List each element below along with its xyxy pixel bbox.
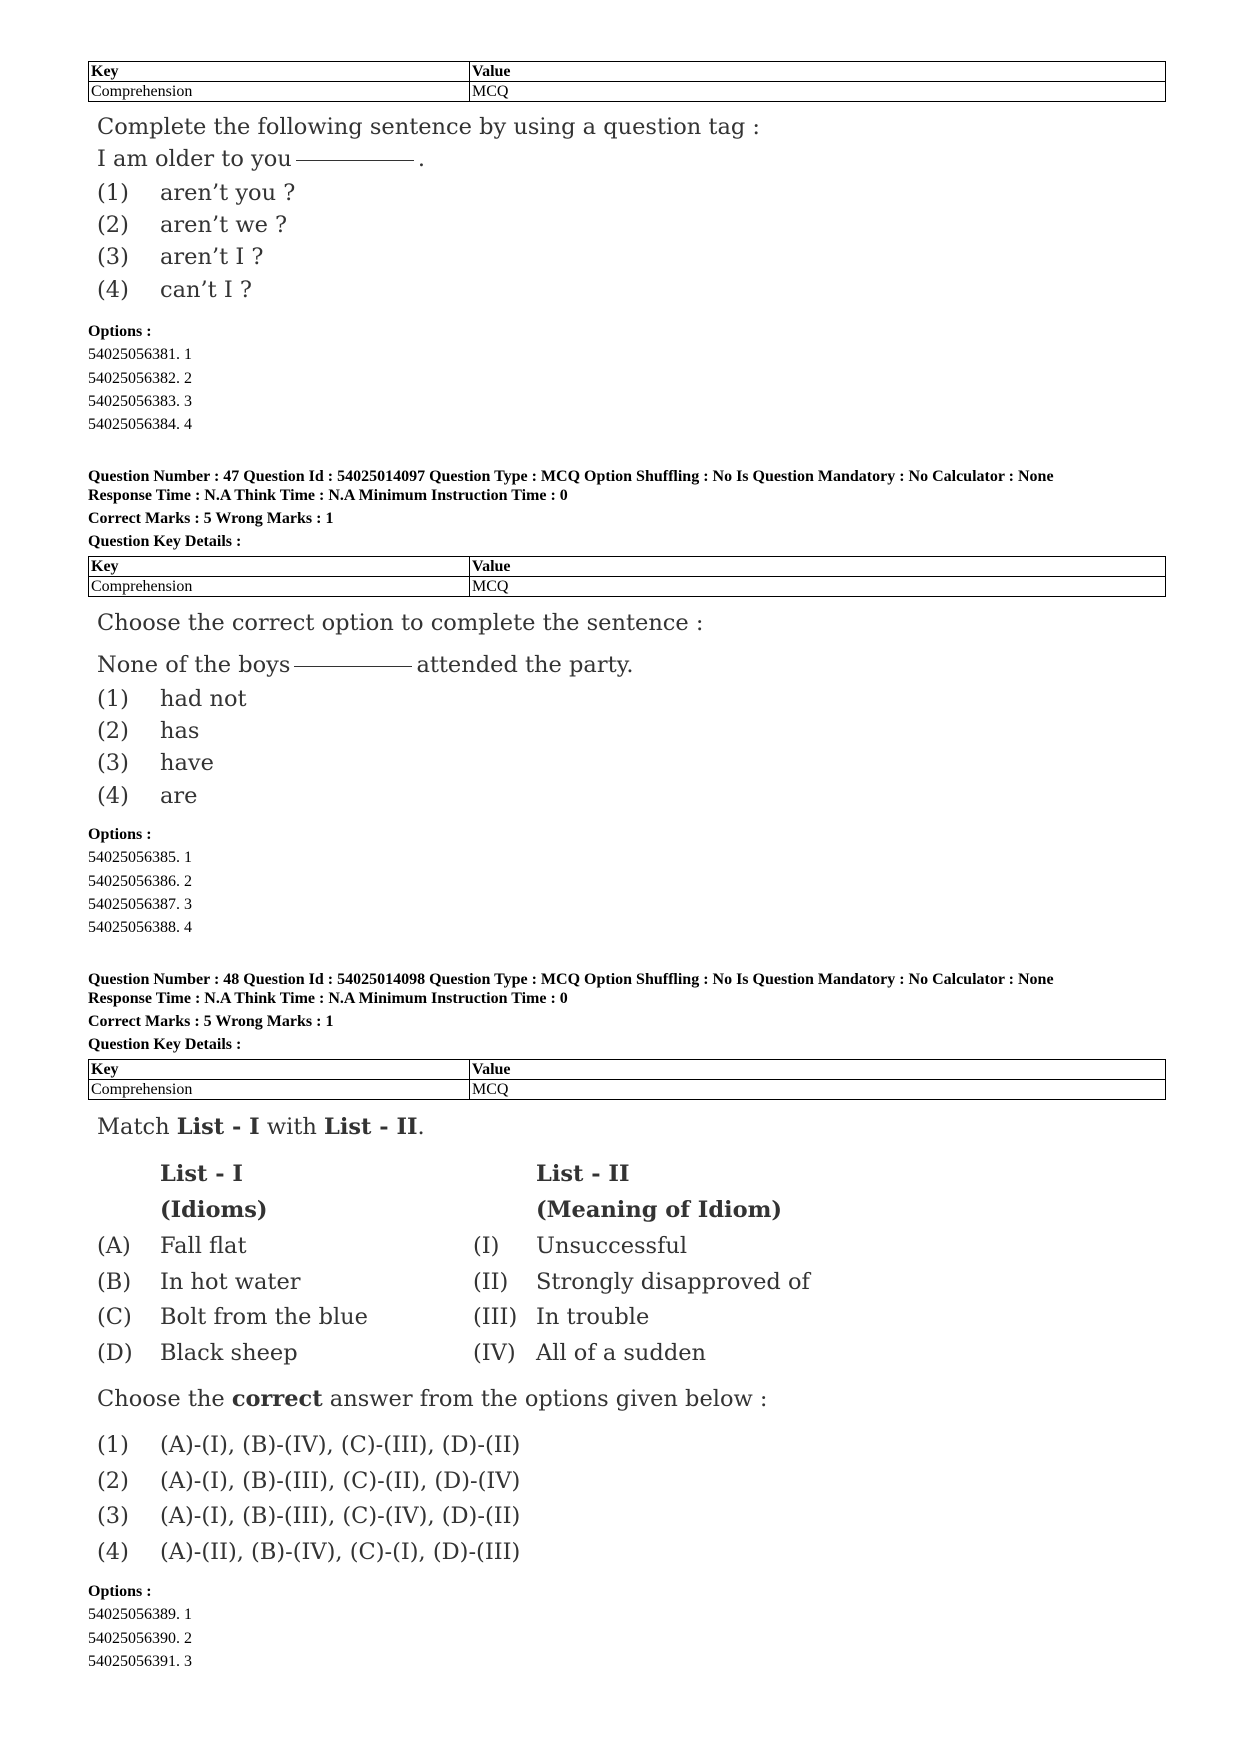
stem-list-one: List - I (176, 1114, 260, 1140)
options-label: Options : (88, 1583, 152, 1600)
key-header: Key (89, 1060, 470, 1080)
choice-number: (3) (97, 1503, 129, 1529)
question-marks: Correct Marks : 5 Wrong Marks : 1 (88, 510, 334, 527)
options-list (88, 823, 192, 939)
stem-list-two: List - II (324, 1114, 418, 1140)
choice-number: (4) (97, 277, 129, 303)
value-cell: MCQ (470, 1080, 1166, 1100)
sentence-after: attended the party. (416, 652, 634, 678)
match-row-numeral: (I) (473, 1233, 500, 1259)
stem-text: Match (97, 1114, 177, 1140)
match-row-idiom: Fall flat (160, 1233, 247, 1259)
sentence-after: . (417, 146, 425, 172)
question-stem: Complete the following sentence by using a question tag : (97, 114, 760, 140)
choice-text: (A)-(II), (B)-(IV), (C)-(I), (D)-(III) (160, 1539, 521, 1565)
choice-text: aren’t you ? (160, 180, 296, 206)
option-id: 54025056386. 2 (88, 872, 192, 890)
question-stem: Choose the correct option to complete the sentence : (97, 610, 704, 636)
options-label: Options : (88, 826, 152, 843)
match-row-meaning: Unsuccessful (536, 1233, 688, 1259)
match-row-meaning: In trouble (536, 1304, 650, 1330)
choice-text: had not (160, 686, 247, 712)
question-key-details-label: Question Key Details : (88, 1036, 242, 1053)
choice-text: (A)-(I), (B)-(III), (C)-(II), (D)-(IV) (160, 1468, 521, 1494)
option-id: 54025056383. 3 (88, 392, 192, 410)
answer-blank (294, 665, 412, 667)
question-stem (97, 1114, 425, 1140)
choice-number: (2) (97, 718, 129, 744)
choice-number: (3) (97, 244, 129, 270)
key-header: Key (89, 62, 470, 82)
choice-text: aren’t I ? (160, 244, 264, 270)
choice-text: (A)-(I), (B)-(III), (C)-(IV), (D)-(II) (160, 1503, 521, 1529)
key-cell: Comprehension (89, 577, 470, 597)
answer-blank (296, 159, 414, 161)
question-meta-timing: Response Time : N.A Think Time : N.A Minimum Instruction Time : 0 (88, 990, 568, 1007)
choice-number: (3) (97, 750, 129, 776)
option-id: 54025056381. 1 (88, 346, 192, 364)
question-key-table (88, 556, 1166, 597)
key-cell: Comprehension (89, 82, 470, 102)
question-sentence (97, 146, 425, 172)
sentence-before: I am older to you (97, 146, 292, 172)
option-id: 54025056382. 2 (88, 369, 192, 387)
option-id: 54025056389. 1 (88, 1606, 192, 1624)
match-row-numeral: (II) (473, 1269, 509, 1295)
choice-text: has (160, 718, 200, 744)
choice-number: (2) (97, 212, 129, 238)
choice-number: (4) (97, 783, 129, 809)
match-row-letter: (D) (97, 1340, 133, 1366)
key-cell: Comprehension (89, 1080, 470, 1100)
options-list (88, 1580, 192, 1673)
match-row-meaning: All of a sudden (536, 1340, 707, 1366)
options-label: Options : (88, 323, 152, 340)
question-meta-timing: Response Time : N.A Think Time : N.A Minimum Instruction Time : 0 (88, 487, 568, 504)
question-key-table (88, 1059, 1166, 1100)
stem-text: with (259, 1114, 325, 1140)
option-id: 54025056385. 1 (88, 849, 192, 867)
option-id: 54025056388. 4 (88, 919, 192, 937)
instruction-text: Choose the (97, 1386, 232, 1412)
value-header: Value (470, 557, 1166, 577)
value-header: Value (470, 1060, 1166, 1080)
question-key-table (88, 61, 1166, 102)
question-meta: Question Number : 48 Question Id : 54025014098 Question Type : MCQ Option Shuffling : No Is Question Mandatory : No Calculator : None (88, 971, 1054, 988)
match-row-numeral: (III) (473, 1304, 518, 1330)
match-row-idiom: In hot water (160, 1269, 301, 1295)
choice-text: are (160, 783, 198, 809)
option-id: 54025056384. 4 (88, 416, 192, 434)
value-header: Value (470, 62, 1166, 82)
match-row-letter: (C) (97, 1304, 132, 1330)
choice-number: (4) (97, 1539, 129, 1565)
match-row-idiom: Bolt from the blue (160, 1304, 368, 1330)
question-meta: Question Number : 47 Question Id : 54025014097 Question Type : MCQ Option Shuffling : No Is Question Mandatory : No Calculator : None (88, 468, 1054, 485)
match-row-idiom: Black sheep (160, 1340, 298, 1366)
list-two-title: List - II (536, 1161, 630, 1187)
choice-number: (1) (97, 686, 129, 712)
list-one-title: List - I (160, 1161, 243, 1187)
option-id: 54025056390. 2 (88, 1629, 192, 1647)
question-marks: Correct Marks : 5 Wrong Marks : 1 (88, 1013, 334, 1030)
match-row-letter: (B) (97, 1269, 132, 1295)
question-sentence (97, 652, 634, 678)
instruction-text: answer from the options given below : (322, 1386, 768, 1412)
list-two-subtitle: (Meaning of Idiom) (536, 1197, 783, 1223)
choice-number: (2) (97, 1468, 129, 1494)
stem-text: . (417, 1114, 425, 1140)
choice-number: (1) (97, 1432, 129, 1458)
options-list (88, 320, 192, 436)
choice-text: aren’t we ? (160, 212, 288, 238)
match-row-meaning: Strongly disapproved of (536, 1269, 810, 1295)
option-id: 54025056387. 3 (88, 895, 192, 913)
choice-text: (A)-(I), (B)-(IV), (C)-(III), (D)-(II) (160, 1432, 521, 1458)
key-header: Key (89, 557, 470, 577)
sentence-before: None of the boys (97, 652, 291, 678)
value-cell: MCQ (470, 82, 1166, 102)
choice-number: (1) (97, 180, 129, 206)
match-row-letter: (A) (97, 1233, 131, 1259)
match-row-numeral: (IV) (473, 1340, 516, 1366)
question-key-details-label: Question Key Details : (88, 533, 242, 550)
option-id: 54025056391. 3 (88, 1652, 192, 1670)
choice-text: can’t I ? (160, 277, 252, 303)
list-one-subtitle: (Idioms) (160, 1197, 268, 1223)
choice-text: have (160, 750, 214, 776)
value-cell: MCQ (470, 577, 1166, 597)
instruction-emphasis: correct (231, 1386, 323, 1412)
choose-instruction (97, 1386, 768, 1412)
